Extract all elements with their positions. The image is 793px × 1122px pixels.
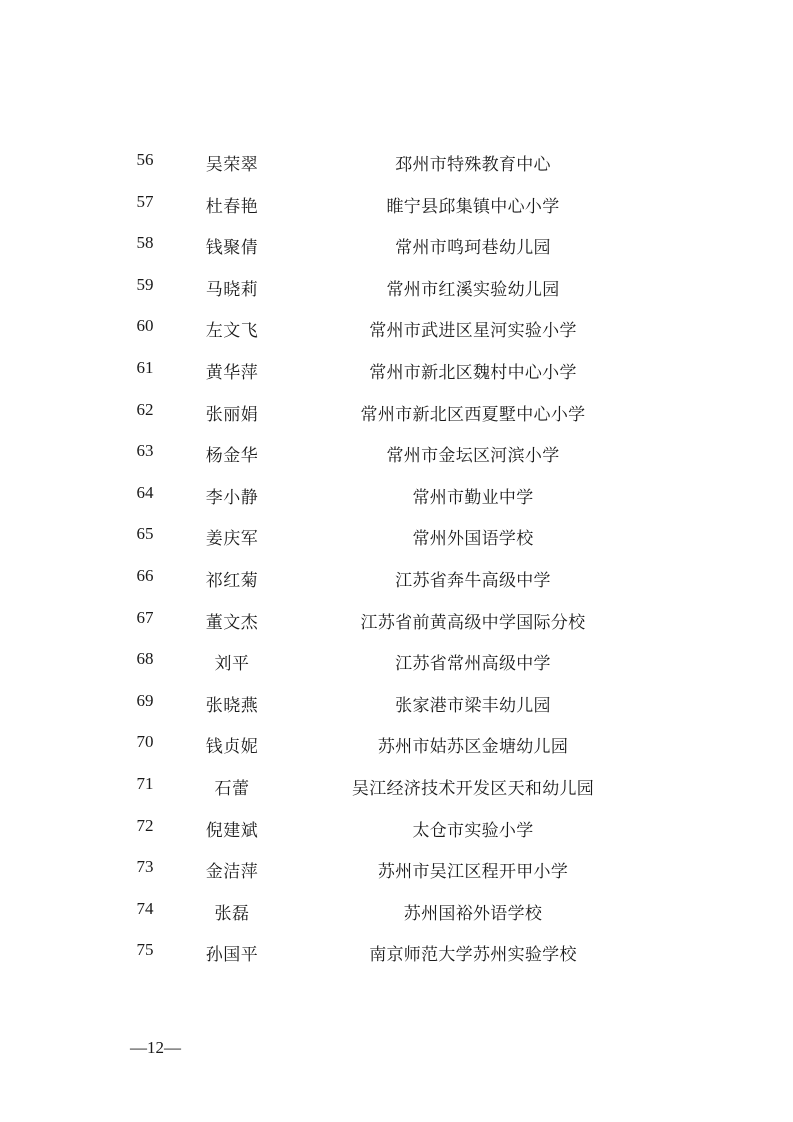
- page-number: —12—: [130, 1038, 181, 1057]
- organization: 江苏省前黄高级中学国际分校: [360, 612, 586, 633]
- list-item: [0, 390, 793, 432]
- organization: 睢宁县邱集镇中心小学: [386, 196, 560, 217]
- list-item: [0, 681, 793, 723]
- organization: 常州市红溪实验幼儿园: [386, 279, 560, 300]
- item-number: 59: [136, 274, 154, 294]
- item-number: 74: [136, 898, 154, 918]
- item-number: 66: [136, 565, 154, 585]
- person-name: 张丽娟: [205, 404, 259, 425]
- item-number: 71: [136, 773, 154, 793]
- person-name: 石蕾: [214, 778, 250, 799]
- list-item: [0, 431, 793, 473]
- list-item: [0, 556, 793, 598]
- person-name: 董文杰: [205, 612, 259, 633]
- person-name: 刘平: [214, 654, 250, 675]
- person-name: 钱贞妮: [205, 737, 259, 758]
- list-item: [0, 348, 793, 390]
- organization: 张家港市梁丰幼儿园: [395, 695, 551, 716]
- organization: 吴江经济技术开发区天和幼儿园: [351, 778, 595, 799]
- item-number: 61: [136, 357, 154, 377]
- list-item: [0, 598, 793, 640]
- item-number: 73: [136, 857, 154, 877]
- item-number: 68: [136, 649, 154, 669]
- list-item: [0, 306, 793, 348]
- organization: 常州市新北区西夏墅中心小学: [360, 404, 586, 425]
- organization: 常州市金坛区河滨小学: [386, 446, 560, 467]
- item-number: 70: [136, 732, 154, 752]
- person-name: 黄华萍: [205, 362, 259, 383]
- organization: 苏州市姑苏区金塘幼儿园: [377, 737, 569, 758]
- item-number: 69: [136, 690, 154, 710]
- item-number: 56: [136, 150, 154, 169]
- item-number: 60: [136, 316, 154, 336]
- organization: 常州市勤业中学: [412, 487, 534, 508]
- list-item: [0, 930, 793, 972]
- list-item: [0, 473, 793, 515]
- person-name: 张磊: [214, 903, 250, 924]
- person-name: 倪建斌: [205, 820, 259, 841]
- organization: 江苏省奔牛高级中学: [395, 570, 551, 591]
- list-item: [0, 722, 793, 764]
- list-item: [0, 639, 793, 681]
- list-item: [0, 265, 793, 307]
- name-list: [0, 140, 793, 972]
- organization: 江苏省常州高级中学: [395, 654, 551, 675]
- person-name: 李小静: [205, 487, 259, 508]
- person-name: 杜春艳: [205, 196, 259, 217]
- organization: 南京师范大学苏州实验学校: [369, 945, 577, 966]
- organization: 常州市新北区魏村中心小学: [369, 362, 577, 383]
- organization: 常州市鸣珂巷幼儿园: [395, 238, 551, 259]
- item-number: 62: [136, 399, 154, 419]
- organization: 苏州市吴江区程开甲小学: [377, 862, 569, 883]
- organization: 常州市武进区星河实验小学: [369, 321, 577, 342]
- list-item: [0, 806, 793, 848]
- list-item: [0, 514, 793, 556]
- person-name: 吴荣翠: [205, 155, 259, 175]
- organization: 常州外国语学校: [412, 529, 534, 550]
- person-name: 左文飞: [205, 321, 259, 342]
- item-number: 63: [136, 441, 154, 461]
- item-number: 72: [136, 815, 154, 835]
- person-name: 钱聚倩: [205, 238, 259, 259]
- person-name: 祁红菊: [205, 570, 259, 591]
- person-name: 杨金华: [205, 446, 259, 467]
- list-item: [0, 223, 793, 265]
- list-item: [0, 889, 793, 931]
- organization: 苏州国裕外语学校: [403, 903, 543, 924]
- list-item: [0, 847, 793, 889]
- list-item: [0, 140, 793, 182]
- person-name: 马晓莉: [205, 279, 259, 300]
- list-item: [0, 764, 793, 806]
- item-number: 67: [136, 607, 154, 627]
- organization: 邳州市特殊教育中心: [395, 155, 551, 175]
- organization: 太仓市实验小学: [412, 820, 534, 841]
- person-name: 金洁萍: [205, 862, 259, 883]
- item-number: 65: [136, 524, 154, 544]
- person-name: 张晓燕: [205, 695, 259, 716]
- item-number: 58: [136, 233, 154, 253]
- item-number: 57: [136, 191, 154, 211]
- person-name: 姜庆军: [205, 529, 259, 550]
- list-item: [0, 182, 793, 224]
- item-number: 75: [136, 940, 154, 960]
- person-name: 孙国平: [205, 945, 259, 966]
- item-number: 64: [136, 482, 154, 502]
